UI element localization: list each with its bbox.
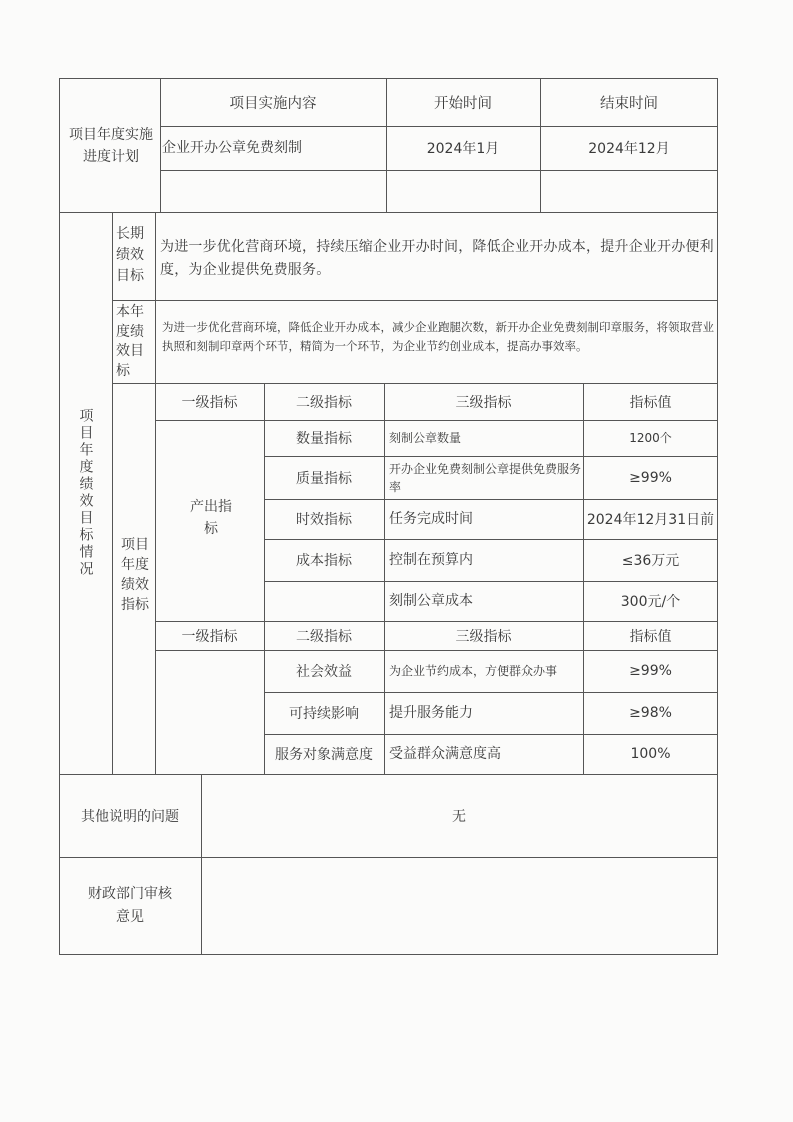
output-row-5-value: 300元/个 — [620, 594, 681, 610]
finance-review-label: 财政部门审核意见 — [88, 885, 172, 925]
ind-header-level1: 一级指标 — [181, 394, 238, 411]
effect-row-2-level3: 提升服务能力 — [389, 705, 473, 721]
ind-header-level2: 二级指标 — [296, 394, 352, 411]
effect-row-3-level3: 受益群众满意度高 — [389, 746, 501, 762]
effect-row-2-level2: 可持续影响 — [289, 706, 359, 722]
output-row-1-level2: 数量指标 — [296, 431, 352, 447]
ind-header2-level3: 三级指标 — [455, 628, 512, 645]
schedule-row-2-content — [160, 170, 386, 212]
output-row-4-level2: 成本指标 — [296, 553, 352, 569]
schedule-row-content: 企业开办公章免费刻制 — [162, 140, 302, 156]
schedule-row-2-end — [540, 170, 718, 212]
schedule-header-end: 结束时间 — [600, 95, 658, 112]
output-row-2-level3: 开办企业免费刻制公章提供免费服务率 — [389, 462, 582, 494]
long-term-goal-text: 为进一步优化营商环境，持续压缩企业开办时间，降低企业开办成本，提升企业开办便利度，为企业提供免费服务。 — [160, 239, 714, 278]
effect-row-3-value: 100% — [630, 746, 671, 762]
goals-section-label-text: 项目年度绩效目标情况 — [77, 408, 94, 578]
output-row-3-level2: 时效指标 — [296, 512, 352, 528]
schedule-header-start: 开始时间 — [434, 95, 492, 112]
ind-header2-value: 指标值 — [629, 628, 672, 645]
annual-goal-text: 为进一步优化营商环境，降低企业开办成本，减少企业跑腿次数，新开办企业免费刻制印章服务，将领取营业执照和刻制印章两个环节，精简为一个环节，为企业节约创业成本，提高办事效率。 — [162, 320, 714, 353]
output-row-3-value: 2024年12月31日前 — [586, 512, 715, 528]
output-row-1-level3: 刻制公章数量 — [389, 431, 462, 445]
ind-header-level3: 三级指标 — [455, 394, 512, 411]
schedule-header-content: 项目实施内容 — [229, 95, 317, 112]
effect-row-1-value: ≥99% — [629, 663, 672, 679]
other-notes-value: 无 — [452, 808, 466, 825]
goals-section-label — [59, 212, 112, 774]
long-term-goal-label: 长期绩效目标 — [116, 226, 144, 284]
indicators-label: 项目年度绩效指标 — [121, 537, 149, 613]
ind-header2-level1: 一级指标 — [181, 628, 238, 645]
finance-review-value — [201, 857, 717, 954]
schedule-row-2-start — [386, 170, 540, 212]
output-row-2-value: ≥99% — [629, 469, 672, 486]
output-row-5-level3: 刻制公章成本 — [389, 593, 473, 609]
annual-goal-label: 本年度绩效目标 — [116, 304, 144, 379]
output-row-4-value: ≤36万元 — [621, 553, 680, 569]
output-row-5-level2 — [264, 581, 384, 621]
effect-row-2-value: ≥98% — [629, 705, 672, 721]
ind-header2-level2: 二级指标 — [296, 628, 352, 645]
schedule-section-label: 项目年度实施进度计划 — [69, 126, 153, 165]
output-group-label: 产出指标 — [190, 499, 232, 537]
other-notes-label: 其他说明的问题 — [81, 808, 179, 825]
output-row-3-level3: 任务完成时间 — [389, 511, 473, 527]
effect-row-1-level2: 社会效益 — [296, 664, 352, 680]
output-row-1-value: 1200个 — [629, 431, 672, 445]
ind-header-value: 指标值 — [629, 394, 672, 411]
schedule-row-start: 2024年1月 — [426, 141, 500, 157]
effect-row-1-level3: 为企业节约成本，方便群众办事 — [389, 664, 558, 678]
output-row-2-level2: 质量指标 — [296, 470, 352, 487]
output-row-4-level3: 控制在预算内 — [389, 552, 473, 568]
effect-row-3-level2: 服务对象满意度 — [275, 747, 373, 763]
schedule-row-end: 2024年12月 — [588, 141, 670, 157]
